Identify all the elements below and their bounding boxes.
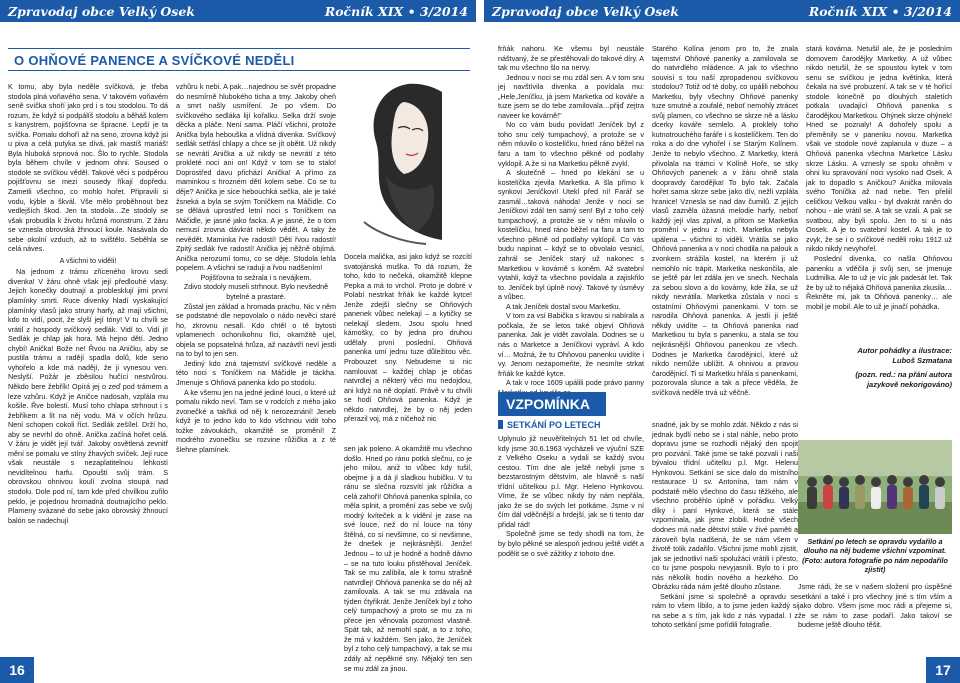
editor-note: jazykově nekorigováno) — [866, 380, 952, 389]
paragraph: Pojišťovna to sežrala i s nevájkem. — [200, 272, 312, 282]
paragraph: V tom za vsí Babička s kravou si nabírala a počkala, že se letos také objeví Ohňová panenka. Jak je vidět zavolala. Dodnes se u nás o Marketce a Jeníčkovi vypráví. A kdo ví… Možná, že tu Ohňovou panenku uvidíte i vy. Jenom nezapomeňte, že nesmíte strkat frňák ke každé kytce. — [498, 311, 644, 378]
author-name: Luboš Szmatana — [892, 356, 952, 365]
section-title: VZPOMÍNKA — [498, 392, 606, 416]
story-illustration — [346, 72, 470, 248]
story-title: O OHŇOVÉ PANENCE A SVÍČKOVÉ NEDĚLI — [8, 48, 470, 71]
story-author — [806, 346, 952, 390]
page-header-left — [0, 0, 476, 22]
photo-caption — [798, 537, 952, 575]
paragraph: A skutečně – hned po klekání se u kostelíčka zjevila Marketka. A šla přímo k synkovi Jeníčkovi! Utekl před ní! Farář se zasmál…taková náhoda! Jenže v noci se Jeníčkovi zdál ten samý sen! Byl z toho celý tumpachový, a protože se v něm mluvilo o kostelíčku, hned ráno běžel na faru a tam to všechno pěkně od podlahy vyklopil. Co vás budu napínat – když se to obvolalo vesnicí, zahrál se Jeníček starý už nakonec s Marketkou v kovárně s koněm. Až svatební vytahli, když ta všechno povídala a zajiskřilo to. Jeníček byl úplně nový. Takové ty úsměvy a vůbec. — [498, 168, 644, 302]
paragraph: K tomu, aby byla neděle svíčková, je třeba stodola plná voňavého sena. V takovém voňavém seně svíčka shoří jako prd i s tou stodolou. To dá rozum, že když si podpálíš stodolu a běháš kolem s kanystrem, pojišťovna se špracne. Lepší je ta svíčka. Pomalu dohoří až na seno, zrovna když jsi u piva a celá putyka se dívá, jak mastíš mariáš! Byla hluboká srpnová noc. Šlo to rychle. Stodola byla během chvíle v jednom ohni. Soused o stodole se svíčkou věděl. Takové věci s podpěrou pojišťovnu se mezi sousedy říkají dopředu. Zametli všechno, co mohlo hořet. Připravili si vodu, kýble a škvál. Vše mělo proběhnout bez vedlejších škod. Jen ta stodola…Ze stodoly se však probudila k životu hrůzná monstrum. Z žáru se vznesla obrovská žhnoucí koule. Nasávala do sebe okolní vzduch, až to svištělo. Seběhla se celá náves. — [8, 82, 168, 254]
story-column-2 — [176, 82, 336, 680]
caption-text: Setkání po letech se opravdu vydařilo a dlouho na něj budeme všichni vzpomínat. — [803, 537, 947, 556]
paragraph: Docela malička, asi jako když se rozcítí svatojánská muška. To dá rozum, že toho, kdo to nečeká, okamžitě klepne Pepka a má to vrchol. Proto je dobré v Polabí nestrkat frňák ke každé kytce! Jenže zdejší slečny se Ohňových panenek vůbec nelekají – a kytičky se nelekají sledem. Jsou spolu hned kámošky, co by jedna pro druhou udělaly první poslední. Ohňová panenka umí jednu tuze důležitou věc. Probouzet sny. Nebudeme si nic namlouvat – každej chlap je občas natvrdlej a některý věci mu nedojdou, ani když na ně doplatí. Právě v tu chvíli se hodí Ohňová panenka. Když je někdo natvrdlej, že by o něj jeden přerazil voj, má z ničehož nic — [344, 252, 472, 424]
paragraph: Jediný kdo zná tajemství svíčkové neděle a této noci s Toníčkem na Máčidle je táckha. Jmenuje s Ohňová panenka kdo po stodolu. — [176, 358, 336, 387]
paragraph: stará kovárna. Netušil ale, že je posledním domovem čarodějky Marketky. A už vůbec nikdo netušil, že se spoustou kytek v tom senu se svíčkou je jedna květinka, která čekala na své probuzení. A tak se v té hořící stodole konečně po dlouhých staletích potkala uvadající Ohňová panenka s čarodějkou Marketkou. Ohýnek skrze ohýnek! Hned se poznaly! A dohořely spolu a přeměnily se v panenku novou. Marketka však ve stodole nové zaplanula v duze – a Ohňová panenka všechna Marketce Lásku skrze Lásku. A vznesly se spolu ohněm v ohni ku spravování noci vysoko nad Osek. A jak to dopadlo s Aničkou? Anička milovala svého Toníčka až nad nebe. Ten přeliil celičkou Velkou valku - byl dvakrát raněn do nohou - ale vrátil se. A tak se vzali. A pak se svatbou, aby byli spolu. Jen to si u nás Oosek. A je to svatební kostel. A tak je to zvyk, že se i o svíčkové neděli roku 1912 už nikdo nikdy nevyhořel. — [806, 44, 952, 254]
paragraph: sen jak poleno. A okamžitě mu všechno došlo. Hned po ránu potká slečnu, co je jeho milou, aniž to vůbec kdy tušil, obejme ji a dá jí sladkou hubičku. V tu ránu se slečna rozsvítí jak růžička a celá zahoří! Ohňová panenka splnila, co měla splnit, a promění zas sebe ve svůj modrý kvíteček a k vidění je zase na své louce, než do ní louce na tóny štělná, co si nevšimne, co si nevšimne, že dnešek je nejkrásnější. Jenže! Jednou – to už je hodně a hodně dávno – se na tuto louku přistěhoval Jeníček. Tak se mu zalíbila, ale k tomu strašně natvrdlej! Ohňová panenka se do něj až zamilovala. A tak se mu zdávala na týden čtyřikrát. Jenže Jeníček byl z toho celý tumpachový a proto se mu za ni přece jen věnovala pozornost vlastně. Spát tak, až nemohl spát, a to z toho, že má v každém. Sen jako, že Jeníček byl z toho celý tumpachový, a tak se mu zdály až nepěkné sny. Nějaký ten sen se mu zdál za jinou. — [344, 444, 472, 673]
paragraph: Zdivo stodoly museli strhnout. Bylo nevšedně bytelné a prastaré. — [183, 282, 329, 302]
paragraph: No co vám budu povídat! Jeníček byl z toho snu celý tumpachový, a protože se v něm mluvilo o kostelíčku, hned ráno běžel na faru a tam to všechno pěkně od podlahy vyklopil. A že si na Marketku pěkně zvykl. — [498, 120, 644, 168]
magazine-title: Zpravodaj obce Velký Osek — [8, 3, 195, 19]
paragraph: Na jednom z trámu zříceného krovu sedí divenka! V žáru ohně však její předlouhé vlasy. Jejich konečky doutnají a problesklují jimi první plamínky smrti. Ruce divenky hladí vyskakující plamínky vlasů jako struny harfy, až mají všichni, kdo to vidí, pocit, že slyší její tóny! V tu chvíli se vrátil z hospody svíčkový sedlák. Vidí to. Vidí ji! Sedlák je chlap jak hora. Má hejno dětí. Jedno chybí! Anička! Bože ne! Řvou na Aničku, aby se pustila trámu a radějí spadla dolů, kde seno vyhořelo a kde má nadějí, že ji vynesou ven. Neslyší. Požár je zběsilou hučící nestvůrou. Někdo bere žebřík! Opírá jej o zeď pod trámem a leze vzhůru. Když je Aničce nadosah, vzplála mu košile. Řve bolestí. Musí toho chlapa strhnout i s žebříkem a lít na něj vodu. Má v očích hrůzu. Není schopen cokoli říct. Sedlák zešílel. Drží ho, aby se nevrhl do ohně. Anička začíná hořet celá. V žáru je vidět její tvář. Jakoby osvětlená zevnitř mění se pomalu ve stíny žhavých svíček. Její ruce však neustále s nezaplatitelnou lehkostí nevidítelnou harfu. Opouští svůj trám. S obrovskou ohnivou koulí zvolna stoupá nad stodolu. Dole pod ní, tam kde před chvílkou zuřilo peklo, je pojednou hromadná doutnajícího peklo. Plameny svázané do sebe jako obrovský žhnoucí balón se nadechují — [8, 267, 168, 525]
magazine-title: Zpravodaj obce Velký Osek — [492, 3, 679, 19]
memory-column-a — [498, 434, 644, 680]
editor-note: (pozn. red.: na přání autora — [855, 370, 952, 379]
article-subtitle: SETKÁNÍ PO LETECH — [498, 420, 644, 430]
paragraph: A tak v roce 1609 upálili pode právo panny — [506, 378, 644, 388]
closing-note: Jsme rádi, že se v našem složení pro úspěšné setkání a také i pro všechny jiné s tím vším a jako dobro. Všem jsme moc rádi a přejeme si, že se nám to zase podaří. Jako takoví se budeme ještě dlouho těšit. — [798, 582, 952, 630]
paragraph: Uplynulo již neuvěřitelných 51 let od chvíle, kdy jsme 30.6.1963 vycházeli ve výuční SZE z Velkého Oseku a vydali se každý svou cestou. Tím dne ale ještě nebyli jsme s bezstarostným dětstvím, ale hlavně s naší třídní učitelkou p.l. Mgr. Heleno Hynkovou. Víme, že se vůbec nikdy by nám nepřála, jako že se do svých let potkáme. Jsme v ní čím dál vděčnější a hrdejší, jak se ti tento dar přidal rád! — [498, 434, 644, 529]
fire-girl-illustration — [346, 72, 470, 248]
memory-column-b — [652, 420, 798, 680]
issue-label: Ročník XIX • 3/2014 — [324, 3, 468, 19]
caption-credit: (Foto: autora fotografie po nám nepodařilo zjistit) — [802, 555, 948, 575]
paragraph: snadné, jak by se mohlo zdát. Někdo z nás si jednak bydlí nebo se i stal náhle, nebo proto dopravu jsme se rozhodli nějaký den spojit pro pozvání. Také jsme se také pozvali i naši bývalou třídní učitelku p.l. Mgr. Helenu Hynkovou. Setkání se sice dalo do místního restaurace U sv. Antonína, tam nám v podstatě mělo všechno do času těžkého, ale všechno proběhlo úplně v pořádku. Velký díky i paní Hynkové, která se stále vzpomínala, jak jsme zlobili. Hodně všech dodnes má naše dětství stále v živé paměti a zároveň byla nadšená, že se nám všem v životě tolik zadařilo. Všichni jsme mohli zjistit, jak se jednotliví naši spolužáci vrátili i přesto, co tu jsme pospolu nevyjasnili. Bylo to i pro nás několik hodin nového a hezkého. Do Obrázku ráda nám ještě dlouho zůstane. — [652, 420, 798, 592]
memory-column-story-end — [344, 444, 472, 680]
issue-label: Ročník XIX • 3/2014 — [808, 3, 952, 19]
story-column-3 — [344, 252, 472, 444]
page-header-right — [484, 0, 960, 22]
page-number-left: 16 — [0, 657, 34, 683]
paragraph: Setkání jsme si společně a opravdu se nám to všem líbilo, a to jsme jeden každý si na sebe a s tím, jak kdo z nás vypadal. I z tohoto setkání jsme pořídili fotografie. — [652, 591, 798, 630]
paragraph: A tak Jeníček dostal svou Marketku. — [506, 301, 621, 311]
page-number-right: 17 — [926, 657, 960, 683]
paragraph: Společně jsme se tedy shodli na tom, že by bylo pěkné se alespoň jednou ještě vidět a podělit se o své zážitky z tohoto dne. — [498, 529, 644, 558]
author-label: Autor pohádky a ilustrace: — [857, 346, 952, 355]
paragraph: A všichni to viděli! — [59, 255, 117, 265]
reunion-photo — [798, 440, 952, 534]
paragraph: frňák nahoru. Ke všemu byl neustále náštvaný, že se přestěhovali do takové díry. A tak mu všechno šlo na nervy. — [498, 44, 644, 73]
paragraph: Jednou v noci se mu zdál sen. A v tom snu jej navštívila divenka a povídala mu: „Hele,Jeníčku, já jsem Marketka od kováře a tuze jsem se do tebe zamilovala…přijď zejtra naveer ke kovárně!" — [498, 72, 644, 120]
paragraph: Zůstal jen základ a hromada prachu. Nic v něm se podstatné dle nepovolalo o nádo nevěci staré ho, zkrovnu nesalí. Kdo chtěl o tě bytosti vplamenech ochoníkohnu fíci, okamžitě ujel, objela se popsatelná hrůza, až nazávtři neví jestli na to byl to jen sen. — [176, 301, 336, 359]
story-column-6 — [806, 44, 952, 342]
paragraph: Poslední divenka, co našla Ohňovou panenku a vděčila ji svůj sen, se jmenuje Ludmilka. Ale to už je víc jak padesát let. Tak že by už to nějaká Ohňová panenka zkusila… Řekněte mi, jak ta Ohňová panenky… ale mobil je mobil. Ale to už je jinačí pohádka. — [806, 254, 952, 311]
group-photo — [798, 440, 952, 534]
story-column-4 — [498, 44, 644, 392]
paragraph: Starého Kolína jenom pro to, že znala tajemství Ohňové panenky a zamilovala se do natvrdlého mládence. A jak to všechno souvisí s tou naší zpropadenou svíčkovou stodolou? Totiž od té doby, co upálili nebohou Marketku, byly všechny Ohňové panenky tuze smutné a zoufalé, neboť nemohly ztrácet svůj plamen, co všechno se skrze ně a lásku dcerky kováře semlelo. A proklely toho kutnotrouchého faráře i s kostelíčkem. Ten do roka a do dne vyhořel i se Starým Kolínem. Jenže to nebylo všechno. Z Marketky, která přivolala na trámci v Kolíně Hoře, se stky Ohňových panenek a v žáru ohně stala doopravdy čarodějka! To bylo tak. Začala hořet sama skrze sebe jako dív, nežli vzplála hranice! Vznesla se nad dav čumilů. Z jejích vlasů zazněla úžasná melodie harfy, neboť každý její vlas zpíval, a přitom se Marketka promění v jednu z nich. Marketka nebyla upálena – všichni to viděli. Vrátila se jako Ohňová panenka a v noci chodila na palouk a zvonkem strážila kostel, na kterém ji už nemohlo nic trápit. Marketka neskončila, ale se ještě pár let zdála jen ve snech. Nechala za sebou slovo a do kovárny, kde žila, se už nikdy nevrátila. Marketka zůstala v noci s ostatními Ohňovými panenkami. V tom se narodila Ohňová panenka. A jestli ji ještě někdy uvidíte – ta Ohňová panenka nad Marketkou tu byla s panenku, a stala se tou nejkrásnější Ohňovou panenkou ze všech. Dodnes je Marketka čarodějnicí, které už nikdo nemůže ublížit. A ohnivou a pravou čarodějnicí. Ti si Marketku hřála s panenkami, pozorovala slunce a tak a přece věděla, že svíčková neděle trvá už věčně. — [652, 44, 798, 397]
story-column-1 — [8, 82, 168, 680]
story-column-5 — [652, 44, 798, 397]
paragraph: vzhůru k nebi. A pak…najednou se svět propadne do nesmírně hlubokého ticha a tmy. Jakoby oheň a smrt našly usmíření. Je po všem. Do svíčkového sedláka lijí kořalku. Selka drží svoje děcka a pláče. Není sama. Pláčí všichni, protože Anička byla hebouška a vlídná divenka. Svíčkový sedlák setřásl chlapy a chce se jít obětit. Už nikdy se nevrátí Anička a už nikdy se nevrátí z této prokleté noci ani on! Když v tom se to stalo! Doprostřed davu přichází Anička! A přímo za maminkou s hrozném dětí kolem sebe. Co se tu děje? Anička je sice hebouchká sečka, ale je také žsneká a byla se svým Toníčkem na Máčidle. Co se dělává uprostřed letní noci s Toníčkem na Máčidle, je jasné jako facka. A je jasné, že o tom nemusí zrovna dávkrát někdo vědět. A taky že nevědět. Maminka řve radostí! Děti řvou radostí! Zpitý sedlák řve radostí! Anička jej něžně objímá. Anička nerozumí tomu, co se děje. Stodola lehla popelem. A všichni se raduji a řvou nadšením! — [176, 82, 336, 273]
paragraph: A ke všemu jen na jedné jediné louci, o které už pomalu nikdo neví. Tam se v rodcích z mého jako zvonečké a takřká od něj k nerozeznání! Jeneb když je to jedno kdo to kdo všchnou vidit toho tožke závoukách, okamžitě se promění! Z modrého zvonečku se rozvine růžička a z té šlehne plamínek. — [176, 387, 336, 454]
